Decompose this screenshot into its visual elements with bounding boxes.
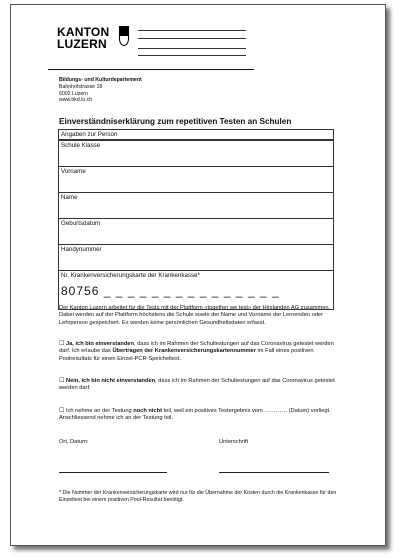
insurance-label: Nr. Krankenversicherungskarte der Krankenkasse* [61,272,200,279]
checkbox-yes[interactable]: ☐ [59,341,65,347]
footnote: * Die Nummer der Krankenversicherungskarte wird nur für die Übernahme der Kosten durch die Krankenkasse für den Einzeltest bei einem positiven Pool-Resultat benötigt. [59,490,337,503]
header-line [138,38,246,39]
place-date-label: Ort, Datum: [59,439,89,445]
consent-option-yes [59,341,345,363]
field-insurance-number[interactable] [59,271,334,310]
option-later-text-2: teil, weil ein positives Testergebnis vom ………… (Datum) vorliegt. Anschliessend nehme ich an der Testung teil. [59,408,331,422]
department-address [59,77,142,104]
document-page [10,4,386,546]
field-last-name[interactable]: Name [59,193,334,219]
option-no-text: , dass ich im Rahmen der Schultestungen auf das Coronavirus getestet werden darf. [59,378,335,392]
insurance-number [61,284,331,298]
consent-option-no [59,378,345,393]
consent-option-later [59,408,345,423]
insurance-prefix: 80756 [61,284,100,298]
coat-of-arms-icon [119,26,129,46]
insurance-blanks: _ _ _ _ _ _ _ _ _ _ _ _ _ _ _ [103,284,280,298]
header-line [138,48,246,49]
signature-label: Unterschrift [219,439,249,445]
street: Bahnhofstrasse 18 [59,83,103,90]
document-title: Einverständniserklärung zum repetitiven Testen an Schulen [59,117,292,126]
city: 6002 Luzern [59,90,88,97]
person-info-table [58,129,334,310]
header-rule [48,69,254,70]
option-later-text: Ich nehme an der Testung [65,408,134,414]
table-heading: Angaben zur Person [59,130,334,141]
option-yes-bold-2: Übertragen der Krankenversicherungskartennummer [112,348,256,355]
field-first-name[interactable]: Vorname [59,167,334,193]
kanton-luzern-logo [57,25,137,55]
place-date-line[interactable] [59,472,167,473]
field-birthdate[interactable]: Geburtsdatum [59,219,334,245]
checkbox-later[interactable]: ☐ [59,408,65,414]
field-school-class[interactable]: Schule Klasse [59,140,334,167]
option-yes-text-2: im Fall eines positiven Poolresultats für einen Einzel-PCR-Speicheltest. [59,348,314,362]
logo-line-1: KANTON [57,25,110,39]
option-no-bold: Nein, ich bin nicht einverstanden [65,378,156,384]
field-mobile[interactable]: Handynummer [59,245,334,271]
header-line [138,55,246,56]
website: www.bkd.lu.ch [59,97,93,104]
checkbox-no[interactable]: ☐ [59,378,65,384]
option-later-bold: noch nicht [133,408,162,414]
logo-line-2: LUZERN [57,37,107,51]
header-line [138,30,246,31]
signature-line[interactable] [219,472,329,473]
department-name: Bildungs- und Kulturdepartement [59,77,142,83]
option-yes-text: , dass ich im Rahmen der Schultestungen auf das Coronavirus getestet werden darf. Ich erlaube das [59,341,334,355]
intro-paragraph: Der Kanton Luzern arbeitet für die Tests mit der Plattform «together we test» der Hirslanden AG zusammen. Dabei werden auf der Plattform höchstens die Schule sowie der Name und Vorname der Lernenden oder Lehrperson gespeichert. Es werden keine persönlichen Gesundheitsdaten erfasst. [59,305,331,326]
option-yes-bold: Ja, ich bin einverstanden [65,341,134,347]
